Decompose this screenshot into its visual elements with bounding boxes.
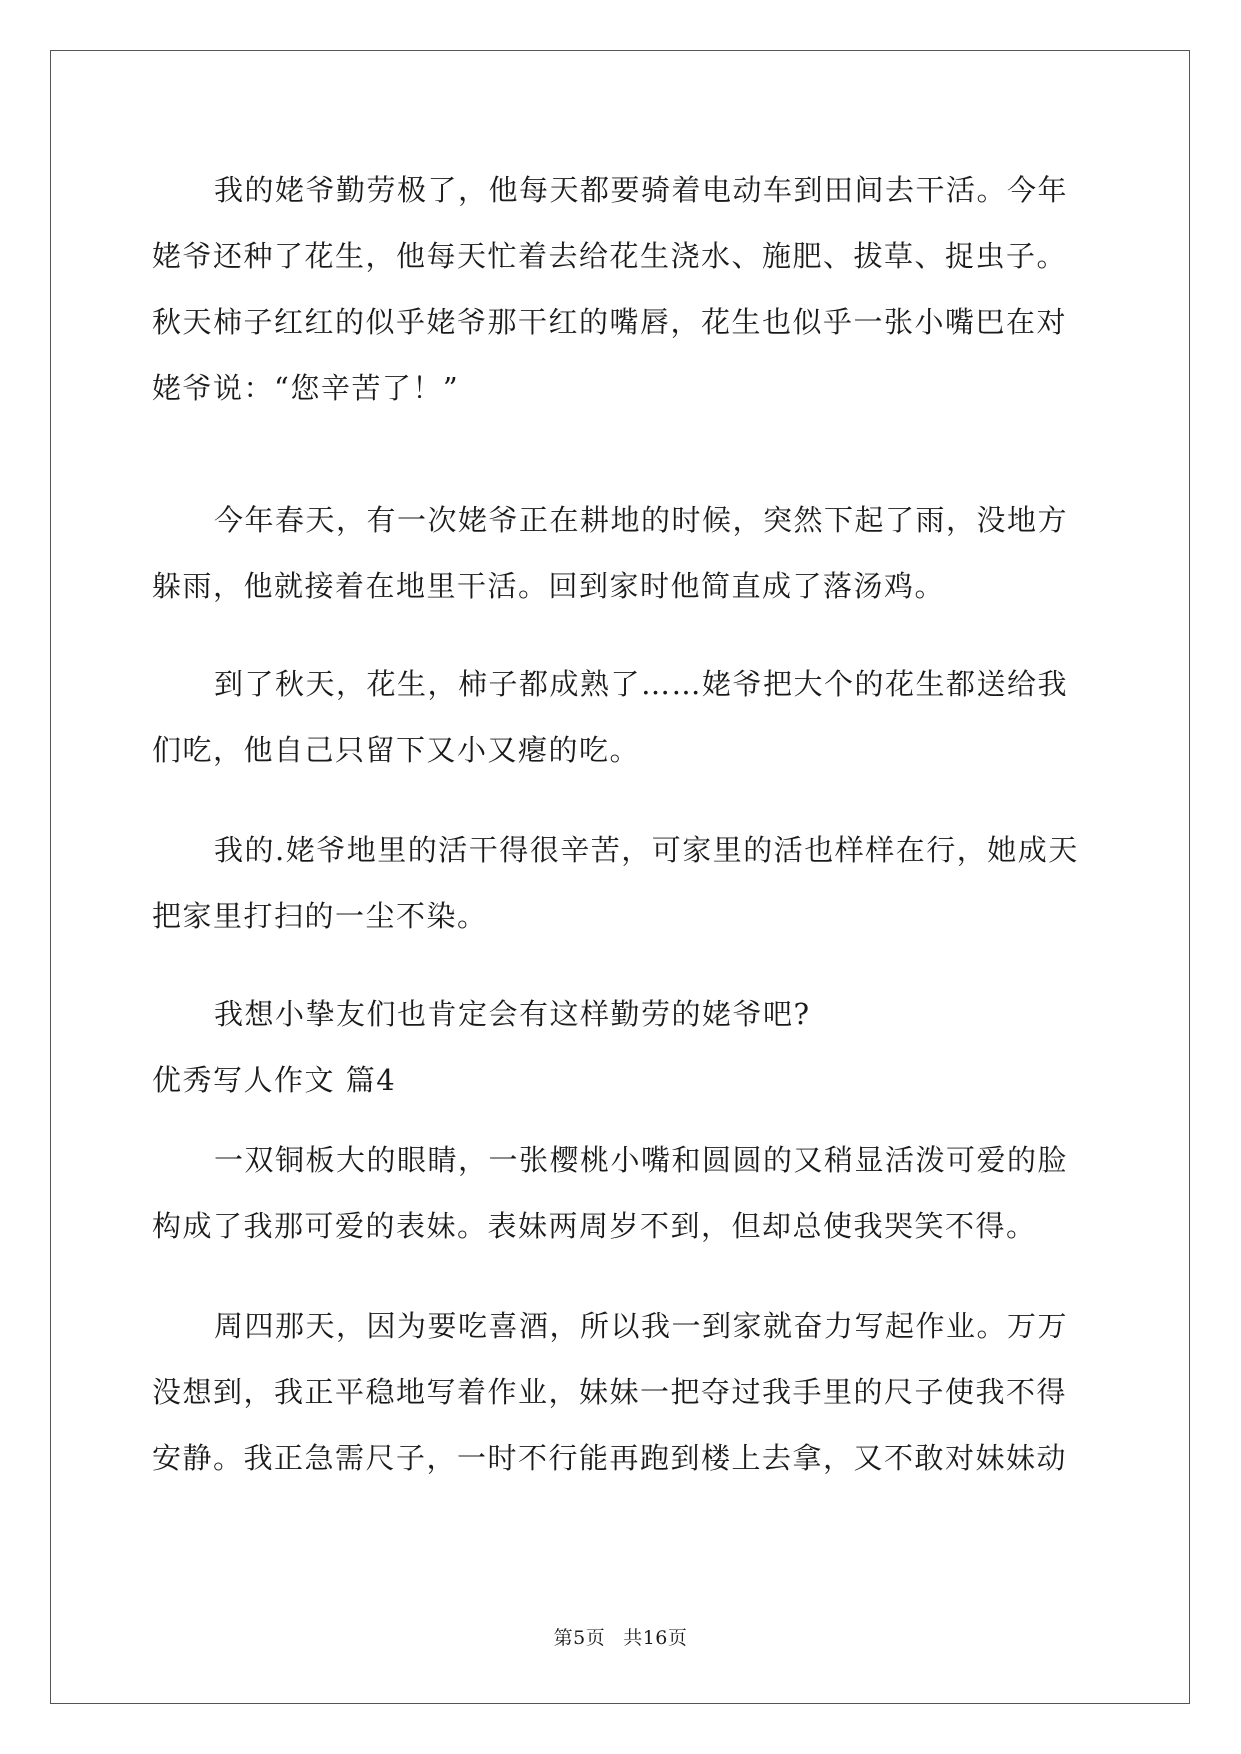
paragraph-line: 构成了我那可爱的表妹。表妹两周岁不到，但却总使我哭笑不得。 bbox=[152, 1209, 1037, 1243]
paragraph-line: 没想到，我正平稳地写着作业，妹妹一把夺过我手里的尺子使我不得 bbox=[152, 1375, 1068, 1409]
paragraph-line: 周四那天，因为要吃喜酒，所以我一到家就奋力写起作业。万万 bbox=[214, 1309, 1069, 1343]
paragraph-line: 们吃，他自己只留下又小又瘪的吃。 bbox=[152, 733, 641, 767]
page-footer bbox=[0, 1626, 1241, 1650]
page-number: 第5页 bbox=[553, 1627, 606, 1649]
page-total: 共16页 bbox=[623, 1627, 688, 1649]
paragraph-line: 今年春天，有一次姥爷正在耕地的时候，突然下起了雨，没地方 bbox=[214, 503, 1069, 537]
paragraph-line: 一双铜板大的眼睛，一张樱桃小嘴和圆圆的又稍显活泼可爱的脸 bbox=[214, 1143, 1069, 1177]
paragraph-line: 我的.姥爷地里的活干得很辛苦，可家里的活也样样在行，她成天 bbox=[214, 833, 1079, 867]
paragraph-line: 姥爷说：“您辛苦了！” bbox=[152, 371, 460, 405]
paragraph-line: 姥爷还种了花生，他每天忙着去给花生浇水、施肥、拔草、捉虫子。 bbox=[152, 239, 1068, 273]
paragraph-line: 安静。我正急需尺子，一时不行能再跑到楼上去拿，又不敢对妹妹动 bbox=[152, 1441, 1068, 1475]
paragraph-line: 把家里打扫的一尘不染。 bbox=[152, 899, 488, 933]
paragraph-line: 秋天柿子红红的似乎姥爷那干红的嘴唇，花生也似乎一张小嘴巴在对 bbox=[152, 305, 1068, 339]
section-heading: 优秀写人作文 篇4 bbox=[152, 1063, 397, 1097]
paragraph-line: 躲雨，他就接着在地里干活。回到家时他简直成了落汤鸡。 bbox=[152, 569, 946, 603]
paragraph-line: 我想小挚友们也肯定会有这样勤劳的姥爷吧? bbox=[214, 997, 811, 1031]
paragraph-line: 到了秋天，花生，柿子都成熟了……姥爷把大个的花生都送给我 bbox=[214, 667, 1069, 701]
paragraph-line: 我的姥爷勤劳极了，他每天都要骑着电动车到田间去干活。今年 bbox=[214, 173, 1069, 207]
